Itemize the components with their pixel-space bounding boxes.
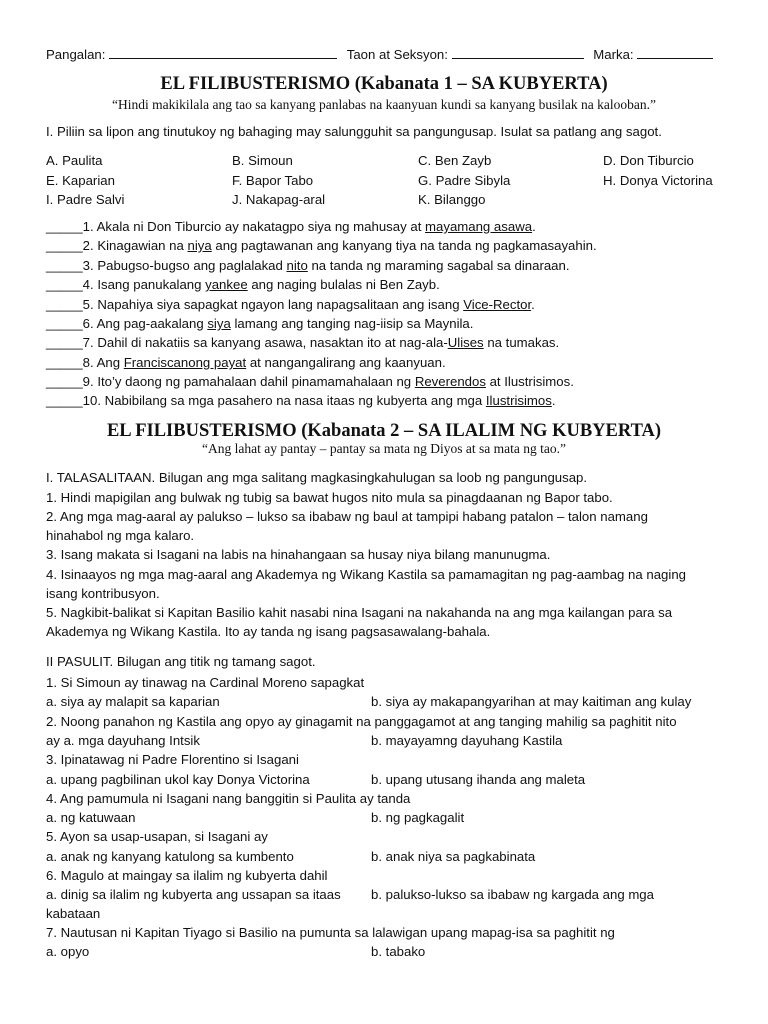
- question-text-pre: 4. Isang panukalang: [82, 277, 206, 292]
- underlined-term: mayamang asawa: [425, 219, 533, 234]
- vocab-line: 3. Isang makata si Isagani na labis na hinahangaan sa husay niya bilang manunugma.: [46, 547, 551, 562]
- score-label: Marka:: [593, 47, 634, 62]
- question-item: [46, 238, 597, 254]
- mc-line: 1. Si Simoun ay tinawag na Cardinal Moreno sapagkat: [46, 675, 365, 690]
- vocab-line: Akademya ng Wikang Kastila. Ito ay tanda ng isang pagsasawalang-bahala.: [46, 624, 491, 639]
- question-text-pre: 8. Ang: [82, 355, 124, 370]
- choice-item: I. Padre Salvi: [46, 192, 125, 207]
- vocab-line: 4. Isinaayos ng mga mag-aaral ang Akademya ng Wikang Kastila sa pamamagitan ng pag-aambag na naging: [46, 567, 686, 582]
- underlined-term: Reverendos: [414, 374, 486, 389]
- choice-item: J. Nakapag-aral: [232, 192, 326, 207]
- choice-item: G. Padre Sibyla: [418, 173, 511, 188]
- underlined-term: niya: [187, 238, 212, 253]
- mc-line: 4. Ang pamumula ni Isagani nang banggitin si Paulita ay tanda: [46, 791, 411, 806]
- choice-item: B. Simoun: [232, 153, 293, 168]
- chapter2-quote: “Ang lahat ay pantay – pantay sa mata ng Diyos at sa mata ng tao.”: [201, 441, 566, 456]
- mc-line[interactable]: b. mayayamng dayuhang Kastila: [371, 733, 563, 748]
- choice-item: C. Ben Zayb: [418, 153, 492, 168]
- score-blank[interactable]: [637, 46, 713, 59]
- question-text-post: na tanda ng maraming sagabal sa dinaraan.: [307, 258, 570, 273]
- underlined-term: Franciscanong payat: [123, 355, 247, 370]
- mc-line: 6. Magulo at maingay sa ilalim ng kubyerta dahil: [46, 868, 328, 883]
- mc-line[interactable]: b. palukso-lukso sa ibabaw ng kargada ang mga: [371, 887, 654, 902]
- choice-item: H. Donya Victorina: [603, 173, 713, 188]
- mc-line[interactable]: a. opyo: [46, 944, 90, 959]
- answer-blank[interactable]: _____: [46, 393, 83, 408]
- question-item: [46, 374, 574, 390]
- student-info-header: [46, 46, 713, 63]
- chapter2-title: EL FILIBUSTERISMO (Kabanata 2 – SA ILALIM NG KUBYERTA): [106, 421, 662, 441]
- question-text-pre: 1. Akala ni Don Tiburcio ay nakatagpo siya ng mahusay at: [82, 219, 426, 234]
- mc-line[interactable]: b. anak niya sa pagkabinata: [371, 849, 536, 864]
- question-text-post: ang naging bulalas ni Ben Zayb.: [247, 277, 440, 292]
- answer-blank[interactable]: _____: [46, 238, 83, 253]
- mc-line: 3. Ipinatawag ni Padre Florentino si Isagani: [46, 752, 299, 767]
- answer-blank[interactable]: _____: [46, 335, 83, 350]
- question-text-post: .: [531, 297, 535, 312]
- question-text-post: .: [551, 393, 556, 408]
- section-blank[interactable]: [452, 46, 584, 59]
- name-blank[interactable]: [109, 46, 337, 59]
- question-item: [46, 297, 535, 313]
- question-text-post: .: [532, 219, 536, 234]
- mc-line[interactable]: b. upang utusang ihanda ang maleta: [371, 772, 586, 787]
- choice-item: E. Kaparian: [46, 173, 115, 188]
- answer-blank[interactable]: _____: [46, 277, 83, 292]
- question-text-post: at Ilustrisimos.: [485, 374, 574, 389]
- question-item: [46, 277, 440, 293]
- answer-blank[interactable]: _____: [46, 374, 83, 389]
- choice-item: A. Paulita: [46, 153, 103, 168]
- mc-line: 5. Ayon sa usap-usapan, si Isagani ay: [46, 829, 268, 844]
- vocab-line: 1. Hindi mapigilan ang bulwak ng tubig sa bawat hugos nito mula sa pinagdaanan ng Bapor tabo.: [46, 490, 613, 505]
- question-item: [46, 393, 556, 409]
- vocab-instruction: I. TALASALITAAN. Bilugan ang mga salitang magkasingkahulugan sa loob ng pangungusap.: [46, 470, 588, 485]
- choice-item: K. Bilanggo: [418, 192, 486, 207]
- section-label: Taon at Seksyon:: [346, 47, 448, 62]
- name-label: Pangalan:: [46, 47, 106, 62]
- underlined-term: Ilustrisimos: [485, 393, 552, 408]
- mc-line[interactable]: b. ng pagkagalit: [371, 810, 465, 825]
- mc-line: 2. Noong panahon ng Kastila ang opyo ay ginagamit na panggagamot at ang tanging mahilig sa paghitit nito: [46, 714, 677, 729]
- question-text-post: lamang ang tanging nag-iisip sa Maynila.: [230, 316, 474, 331]
- question-item: [46, 335, 559, 351]
- vocab-line: isang kontribusyon.: [46, 586, 160, 601]
- mc-line[interactable]: ay a. mga dayuhang Intsik: [46, 733, 200, 748]
- question-text-pre: 6. Ang pag-aakalang: [82, 316, 208, 331]
- underlined-term: Vice-Rector: [463, 297, 532, 312]
- question-text-post: na tumakas.: [483, 335, 560, 350]
- question-text-pre: 9. Ito’y daong ng pamahalaan dahil pinamamahalaan ng: [82, 374, 415, 389]
- answer-blank[interactable]: _____: [46, 258, 83, 273]
- underlined-term: yankee: [205, 277, 248, 292]
- question-text-pre: 2. Kinagawian na: [82, 238, 188, 253]
- mc-line[interactable]: a. siya ay malapit sa kaparian: [46, 694, 220, 709]
- question-text-post: at nangangalirang ang kaanyuan.: [246, 355, 446, 370]
- question-item: [46, 258, 570, 274]
- mc-instruction: II PASULIT. Bilugan ang titik ng tamang sagot.: [46, 654, 316, 669]
- mc-line: 7. Nautusan ni Kapitan Tiyago si Basilio na pumunta sa lalawigan upang mapag-isa sa paghitit ng: [46, 925, 615, 940]
- answer-blank[interactable]: _____: [46, 219, 83, 234]
- underlined-term: nito: [286, 258, 308, 273]
- question-text-pre: 7. Dahil di nakatiis sa kanyang asawa, nasaktan ito at nag-ala-: [82, 335, 448, 350]
- question-item: [46, 219, 536, 235]
- mc-line[interactable]: a. ng katuwaan: [46, 810, 136, 825]
- mc-line[interactable]: a. upang pagbilinan ukol kay Donya Victorina: [46, 772, 310, 787]
- mc-line[interactable]: a. dinig sa ilalim ng kubyerta ang ussapan sa itaas: [46, 887, 341, 902]
- question-item: [46, 355, 446, 371]
- question-text-pre: 5. Napahiya siya sapagkat ngayon lang napagsalitaan ang isang: [82, 297, 464, 312]
- underlined-term: siya: [207, 316, 231, 331]
- answer-blank[interactable]: _____: [46, 297, 83, 312]
- mc-line[interactable]: b. siya ay makapangyarihan at may kaitiman ang kulay: [371, 694, 692, 709]
- mc-line[interactable]: a. anak ng kanyang katulong sa kumbento: [46, 849, 294, 864]
- vocab-line: hinahabol ng mga kalaro.: [46, 528, 195, 543]
- underlined-term: Ulises: [447, 335, 484, 350]
- question-text-pre: 3. Pabugso-bugso ang paglalakad: [82, 258, 287, 273]
- question-text-pre: 10. Nabibilang sa mga pasahero na nasa itaas ng kubyerta ang mga: [82, 393, 486, 408]
- question-text-post: ang pagtawanan ang kanyang tiya na tanda ng pagkamasayahin.: [211, 238, 597, 253]
- answer-blank[interactable]: _____: [46, 355, 83, 370]
- chapter1-quote: “Hindi makikilala ang tao sa kanyang panlabas na kaanyuan kundi sa kanyang busilak na kalooban.”: [112, 97, 656, 112]
- mc-line[interactable]: b. tabako: [371, 944, 426, 959]
- question-item: [46, 316, 473, 332]
- part1-instruction: I. Piliin sa lipon ang tinutukoy ng bahaging may salungguhit sa pangungusap. Isulat sa patlang ang sagot.: [46, 124, 662, 139]
- choice-item: D. Don Tiburcio: [603, 153, 694, 168]
- vocab-line: 2. Ang mga mag-aaral ay palukso – lukso sa ibabaw ng baul at tampipi habang patalon – talon namang: [46, 509, 648, 524]
- choice-item: F. Bapor Tabo: [232, 173, 314, 188]
- chapter1-title: EL FILIBUSTERISMO (Kabanata 1 – SA KUBYERTA): [160, 74, 608, 94]
- vocab-line: 5. Nagkibit-balikat si Kapitan Basilio kahit nasabi nina Isagani na nakahanda na ang mga kailangan para sa: [46, 605, 673, 620]
- answer-blank[interactable]: _____: [46, 316, 83, 331]
- mc-line: kabataan: [46, 906, 101, 921]
